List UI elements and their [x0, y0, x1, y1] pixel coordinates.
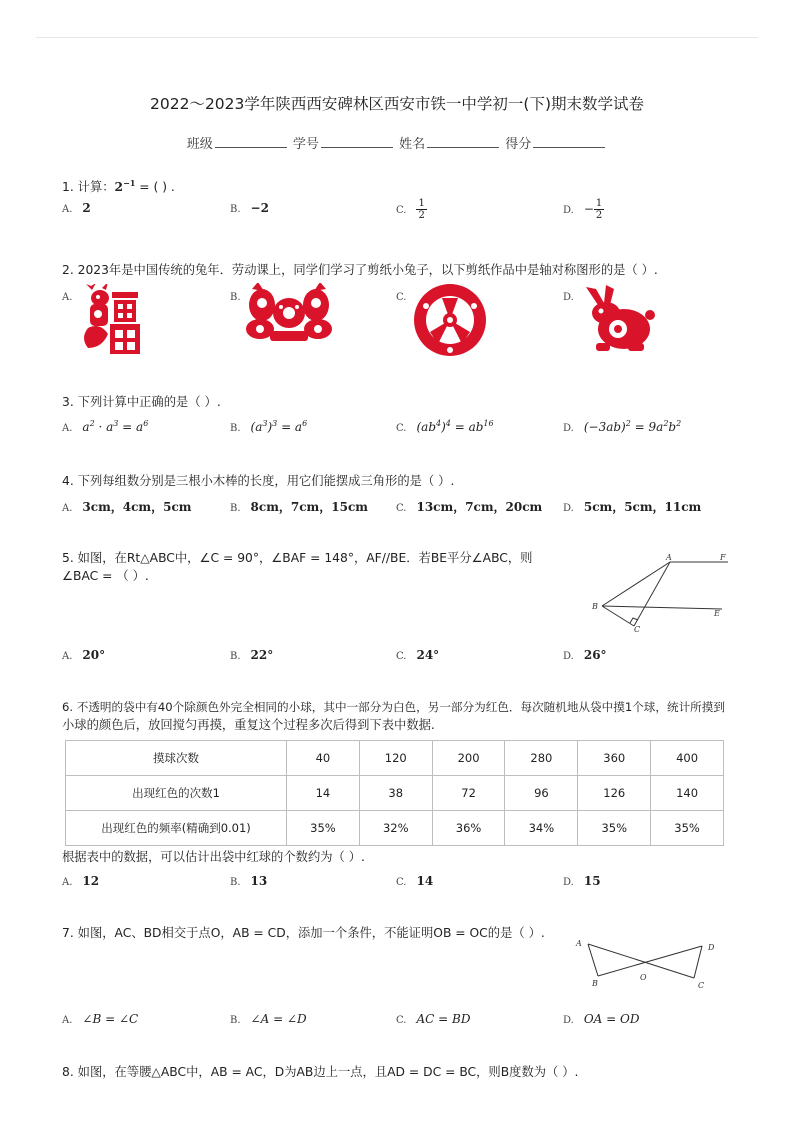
q1-c-fraction: $\frac{1}{2}$: [418, 198, 425, 221]
q4-option-c[interactable]: C. 13cm，7cm，20cm: [396, 500, 543, 514]
q5-label-a: A: [666, 553, 672, 562]
table-cell: 72: [432, 776, 505, 811]
q7-label-o: O: [640, 973, 647, 982]
paper-cut-rabbit-d-image: [580, 285, 656, 355]
q3-option-b[interactable]: B. $(a^3)^3 = a^6$: [230, 419, 308, 434]
q6-stem-line-2: 小球的颜色后，放回搅匀再摸，重复这个过程多次后得到下表中数据.: [62, 718, 435, 732]
q6-option-c[interactable]: C. 14: [396, 874, 434, 888]
q7-geometry-figure: [570, 934, 720, 994]
q6-option-a[interactable]: A. 12: [62, 874, 100, 888]
table-row: [66, 741, 724, 776]
q6-frequency-table: [65, 740, 724, 846]
name-blank: [427, 135, 499, 148]
table-cell: 120: [359, 741, 432, 776]
paper-cut-rabbit-b-image: [244, 283, 334, 343]
name-label: 姓名: [399, 137, 426, 152]
q7-option-a[interactable]: A. ∠B = ∠C: [62, 1012, 139, 1026]
q4-option-a[interactable]: A. 3cm，4cm，5cm: [62, 500, 192, 514]
table-cell: 140: [651, 776, 724, 811]
paper-cut-rabbit-c-image: [412, 282, 488, 358]
q2-label-d[interactable]: D.: [563, 292, 574, 303]
q1-option-b[interactable]: B. −2: [230, 201, 269, 215]
table-cell: 38: [359, 776, 432, 811]
q5-label-c: C: [634, 625, 641, 634]
q1-option-d[interactable]: D. − $\frac{1}{2}$: [563, 198, 603, 221]
table-cell: 14: [287, 776, 360, 811]
student-info-line: [0, 133, 794, 152]
question-7-stem: 7. 如图，AC、BD相交于点O，AB = CD，添加一个条件，不能证明OB = OC的是（ ）.: [62, 926, 545, 940]
q3-option-a[interactable]: A. $a^2 \cdot a^3 = a^6$: [62, 419, 149, 434]
q5-option-d[interactable]: D. 26°: [563, 648, 607, 662]
question-6-stem: [62, 698, 742, 734]
q5-label-b: B: [592, 602, 598, 611]
paper-cut-rabbit-a-image: [78, 284, 144, 356]
table-cell: 35%: [578, 811, 651, 846]
table-row: [66, 776, 724, 811]
table-cell: 34%: [505, 811, 578, 846]
q3-option-c[interactable]: C. $(ab^4)^4 = ab^{16}$: [396, 419, 494, 434]
q1-expression: $2^{-1}$: [114, 178, 136, 195]
q7-label-c: C: [698, 981, 705, 990]
table-cell: 200: [432, 741, 505, 776]
q7-label-d: D: [708, 943, 715, 952]
q6-option-d[interactable]: D. 15: [563, 874, 601, 888]
class-blank: [215, 135, 287, 148]
top-divider: [36, 37, 758, 38]
q1-option-a[interactable]: A. 2: [62, 201, 91, 215]
question-3-stem: 3. 下列计算中正确的是（ ）.: [62, 395, 221, 409]
score-label: 得分: [505, 137, 532, 152]
q7-option-b[interactable]: B. ∠A = ∠D: [230, 1012, 307, 1026]
q5-label-e: E: [714, 609, 720, 618]
table-cell: 摸球次数: [66, 741, 287, 776]
q5-option-b[interactable]: B. 22°: [230, 648, 274, 662]
table-row: [66, 811, 724, 846]
question-1-stem: 1. 计算：$2^{-1}$ = ( ) .: [62, 178, 175, 195]
table-cell: 40: [287, 741, 360, 776]
q7-option-c[interactable]: C. AC = BD: [396, 1012, 471, 1026]
q2-label-a[interactable]: A.: [62, 292, 73, 303]
table-cell: 35%: [651, 811, 724, 846]
q7-label-a: A: [576, 939, 582, 948]
q5-geometry-figure: [588, 550, 732, 634]
table-cell: 126: [578, 776, 651, 811]
exam-title: 2022～2023学年陕西西安碑林区西安市铁一中学初一(下)期末数学试卷: [150, 95, 644, 113]
q6-stem-line-1: 6. 不透明的袋中有40个除颜色外完全相同的小球，其中一部分为白色，另一部分为红色．每次随机地从袋中摸1个球，统计所摸到: [62, 700, 725, 714]
q6-follow-text: 根据表中的数据，可以估计出袋中红球的个数约为（ ）.: [62, 850, 365, 864]
score-blank: [533, 135, 605, 148]
q5-option-a[interactable]: A. 20°: [62, 648, 106, 662]
table-cell: 400: [651, 741, 724, 776]
question-4-stem: 4. 下列每组数分别是三根小木棒的长度，用它们能摆成三角形的是（ ）.: [62, 474, 455, 488]
table-cell: 出现红色的频率(精确到0.01): [66, 811, 287, 846]
q3-option-d[interactable]: D. $(-3ab)^2 = 9a^2b^2$: [563, 419, 682, 434]
number-blank: [321, 135, 393, 148]
q1-option-c[interactable]: C. $\frac{1}{2}$: [396, 198, 425, 221]
number-label: 学号: [292, 137, 319, 152]
q2-label-c[interactable]: C.: [396, 292, 407, 303]
q7-label-b: B: [592, 979, 598, 988]
q5-option-c[interactable]: C. 24°: [396, 648, 440, 662]
q6-option-b[interactable]: B. 13: [230, 874, 268, 888]
q4-option-b[interactable]: B. 8cm，7cm，15cm: [230, 500, 368, 514]
q7-option-d[interactable]: D. OA = OD: [563, 1012, 640, 1026]
question-2-stem: 2. 2023年是中国传统的兔年．劳动课上，同学们学习了剪纸小兔子，以下剪纸作品中是轴对称图形的是（ ）.: [62, 263, 658, 277]
table-cell: 32%: [359, 811, 432, 846]
question-8-stem: 8. 如图，在等腰△ABC中，AB = AC，D为AB边上一点，且AD = DC = BC，则B度数为（ ）.: [62, 1065, 579, 1079]
q4-option-d[interactable]: D. 5cm，5cm，11cm: [563, 500, 702, 514]
q5-stem-line-2: ∠BAC = （ ）.: [62, 569, 149, 583]
q5-label-f: F: [720, 553, 726, 562]
table-cell: 280: [505, 741, 578, 776]
table-cell: 96: [505, 776, 578, 811]
question-5-stem: [62, 549, 542, 585]
table-cell: 35%: [287, 811, 360, 846]
table-cell: 360: [578, 741, 651, 776]
q2-label-b[interactable]: B.: [230, 292, 241, 303]
q1-d-fraction: $\frac{1}{2}$: [595, 198, 603, 221]
class-label: 班级: [186, 137, 213, 152]
table-cell: 出现红色的次数1: [66, 776, 287, 811]
table-cell: 36%: [432, 811, 505, 846]
q5-stem-line-1: 5. 如图，在Rt△ABC中，∠C = 90°，∠BAF = 148°，AF//BE．若BE平分∠ABC，则: [62, 551, 533, 565]
